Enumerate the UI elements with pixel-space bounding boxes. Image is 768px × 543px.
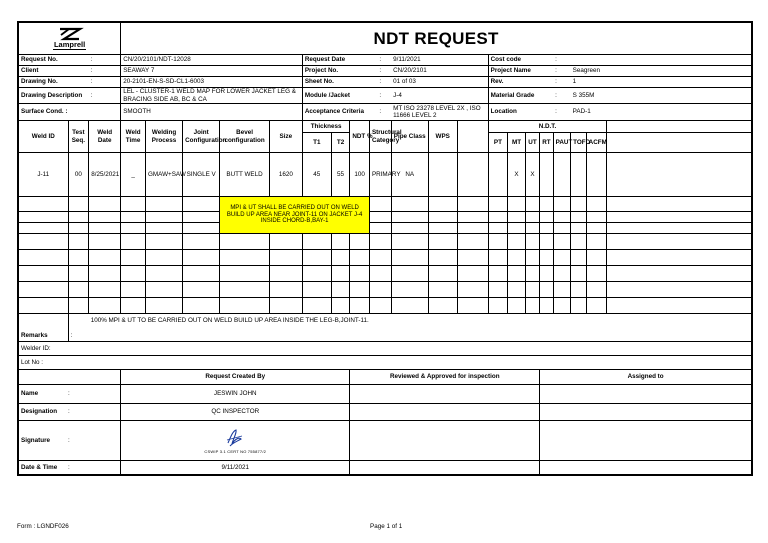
- spacer-cell: [457, 121, 488, 153]
- colon: :: [68, 314, 89, 342]
- col-ut: UT: [525, 133, 539, 153]
- page-title: NDT REQUEST: [121, 23, 752, 55]
- request-date-label: Request Date: [302, 55, 369, 66]
- welder-id-label: Welder ID:: [19, 342, 752, 356]
- col-wps: WPS: [428, 121, 457, 153]
- spacer-cell: [457, 153, 488, 197]
- colon: :: [89, 88, 121, 104]
- client-label: Client: [19, 66, 89, 77]
- drawing-description-label: Drawing Description: [19, 88, 89, 104]
- assigned-name: [540, 385, 752, 404]
- assigned-designation: [540, 404, 752, 421]
- cost-code-label: Cost code: [488, 55, 553, 66]
- spacer-cell: [607, 133, 752, 153]
- name-label: Name: [19, 385, 69, 404]
- colon: :: [89, 77, 121, 88]
- cell-mt: X: [508, 153, 526, 197]
- location-value: PAD-1: [571, 104, 752, 121]
- spacer-cell: [607, 153, 752, 197]
- col-joint-configuration: Joint Configuration: [183, 121, 220, 153]
- reviewed-name: [350, 385, 540, 404]
- cell-pt: [488, 153, 508, 197]
- cell-weld-time: _: [121, 153, 146, 197]
- rev-value: 1: [571, 77, 752, 88]
- spacer-cell: [607, 121, 752, 133]
- spacer-cell: [19, 370, 121, 385]
- col-mt: MT: [508, 133, 526, 153]
- page-number: Page 1 of 1: [370, 523, 403, 530]
- drawing-no-label: Drawing No.: [19, 77, 89, 88]
- col-acfm: ACFM: [586, 133, 607, 153]
- signature-label: Signature: [19, 421, 69, 461]
- cell-paut: [553, 153, 571, 197]
- signature-stamp-icon: [224, 427, 246, 449]
- colon: :: [369, 66, 391, 77]
- cell-rt: [540, 153, 553, 197]
- reviewed-approved-label: Reviewed & Approved for inspection: [350, 370, 540, 385]
- remarks-value: 100% MPI & UT TO BE CARRIED OUT ON WELD BUILD UP AREA INSIDE THE LEG-B,JOINT-11.: [89, 314, 752, 342]
- col-thickness: Thickness: [302, 121, 349, 133]
- request-no-value: CN/20/2101/NDT-12028: [121, 55, 303, 66]
- request-date-value: 9/11/2021: [391, 55, 488, 66]
- remarks-label: Remarks: [19, 314, 69, 342]
- cell-test-seq: 00: [68, 153, 89, 197]
- reviewed-date: [350, 461, 540, 475]
- form-code: Form : LGNDF026: [17, 523, 69, 530]
- colon: :: [369, 88, 391, 104]
- cell-welding-process: GMAW+SAW: [145, 153, 182, 197]
- material-grade-value: S 355M: [571, 88, 752, 104]
- col-pipe-class: Pipe Class: [391, 121, 428, 153]
- reviewed-signature: [350, 421, 540, 461]
- cost-code-value: [571, 55, 752, 66]
- client-value: SEAWAY 7: [121, 66, 303, 77]
- surface-cond-label: Surface Cond. :: [19, 104, 121, 121]
- designation-value: QC INSPECTOR: [121, 404, 350, 421]
- colon: :: [89, 66, 121, 77]
- col-tofd: TOFD: [571, 133, 586, 153]
- designation-label: Designation: [19, 404, 69, 421]
- col-rt: RT: [540, 133, 553, 153]
- col-ndt: N.D.T.: [488, 121, 607, 133]
- assigned-to-label: Assigned to: [540, 370, 752, 385]
- cell-ndt-pct: 100: [350, 153, 370, 197]
- lamprell-logo: [21, 27, 118, 50]
- col-t2: T2: [331, 133, 350, 153]
- cell-size: 1620: [269, 153, 302, 197]
- col-size: Size: [269, 121, 302, 153]
- col-ndt-pct: NDT %: [350, 121, 370, 153]
- col-t1: T1: [302, 133, 331, 153]
- colon: :: [369, 77, 391, 88]
- project-name-label: Project Name: [488, 66, 553, 77]
- cell-structural-category: PRIMARY: [369, 153, 391, 197]
- sheet-no-label: Sheet No.: [302, 77, 369, 88]
- highlight-note: MPI & UT SHALL BE CARRIED OUT ON WELD BUILD UP AREA NEAR JOINT-11 ON JACKET J-4 INSIDE CHORD-B,BAY-1: [220, 197, 370, 234]
- colon: :: [89, 55, 121, 66]
- cell-acfm: [586, 153, 607, 197]
- cell-t2: 55: [331, 153, 350, 197]
- lot-no-label: Lot No :: [19, 356, 752, 370]
- cell-t1: 45: [302, 153, 331, 197]
- table-row: [19, 153, 752, 197]
- colon: :: [369, 55, 391, 66]
- project-no-value: CN/20/2101: [391, 66, 488, 77]
- drawing-description-value: LEL - CLUSTER-1 WELD MAP FOR LOWER JACKET LEG & BRACING SIDE AB, BC & CA: [121, 88, 303, 104]
- col-weld-time: Weld Time: [121, 121, 146, 153]
- request-created-by-label: Request Created By: [121, 370, 350, 385]
- acceptance-criteria-label: Acceptance Criteria: [302, 104, 369, 121]
- acceptance-criteria-value: MT ISO 23278 LEVEL 2X , ISO 11666 LEVEL 2: [391, 104, 488, 121]
- colon: :: [68, 421, 121, 461]
- project-name-value: Seagreen: [571, 66, 752, 77]
- col-weld-date: Weld Date: [89, 121, 121, 153]
- colon: :: [553, 66, 571, 77]
- assigned-date: [540, 461, 752, 475]
- colon: :: [68, 404, 121, 421]
- colon: :: [553, 88, 571, 104]
- project-no-label: Project No.: [302, 66, 369, 77]
- cell-pipe-class: NA: [391, 153, 428, 197]
- signature-caption: CSWIP 3.1 CERT NO 755877/2: [204, 448, 267, 454]
- cell-joint-configuration: SINGLE V: [183, 153, 220, 197]
- cell-weld-id: J-11: [19, 153, 69, 197]
- colon: :: [553, 55, 571, 66]
- signature-cell: [121, 421, 350, 461]
- cell-wps: [428, 153, 457, 197]
- colon: :: [553, 77, 571, 88]
- col-welding-process: Welding Process: [145, 121, 182, 153]
- date-time-label: Date & Time: [19, 461, 69, 475]
- sheet-no-value: 01 of 03: [391, 77, 488, 88]
- cell-tofd: [571, 153, 586, 197]
- material-grade-label: Material Grade: [488, 88, 553, 104]
- cell-weld-date: 8/25/2021: [89, 153, 121, 197]
- col-structural-category: Structural Category: [369, 121, 391, 153]
- cell-bevel-configuration: BUTT WELD: [220, 153, 270, 197]
- colon: :: [68, 461, 121, 475]
- logo-area: [19, 23, 121, 55]
- date-time-value: 9/11/2021: [121, 461, 350, 475]
- colon: :: [369, 104, 391, 121]
- col-paut: PAUT: [553, 133, 571, 153]
- location-label: Location: [488, 104, 553, 121]
- col-weld-id: Weld ID: [19, 121, 69, 153]
- rev-label: Rev.: [488, 77, 553, 88]
- col-bevel-configuration: Bevel configuration: [220, 121, 270, 153]
- colon: :: [553, 104, 571, 121]
- reviewed-designation: [350, 404, 540, 421]
- module-value: J-4: [391, 88, 488, 104]
- lamprell-logo-icon: [57, 27, 83, 41]
- col-test-seq: Test Seq.: [68, 121, 89, 153]
- col-pt: PT: [488, 133, 508, 153]
- surface-cond-value: SMOOTH: [121, 104, 303, 121]
- form-table: [18, 22, 752, 475]
- name-value: JESWIN JOHN: [121, 385, 350, 404]
- assigned-signature: [540, 421, 752, 461]
- colon: :: [68, 385, 121, 404]
- module-label: Module /Jacket: [302, 88, 369, 104]
- ndt-request-form: [17, 21, 753, 476]
- drawing-no-value: 20-2101-EN-S-SD-CL1-6003: [121, 77, 303, 88]
- request-no-label: Request No.: [19, 55, 89, 66]
- cell-ut: X: [525, 153, 539, 197]
- logo-text: Lamprell: [53, 39, 86, 49]
